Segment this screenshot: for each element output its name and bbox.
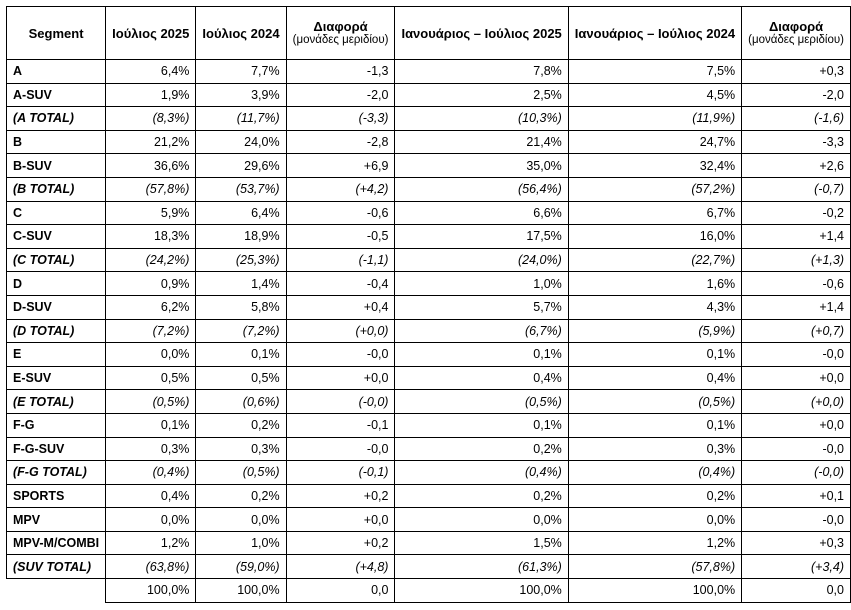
value-cell: 100,0% [568, 579, 741, 603]
value-cell: 0,2% [395, 484, 568, 508]
value-cell: 6,4% [106, 60, 196, 84]
value-cell: 0,0% [106, 508, 196, 532]
value-cell: -2,0 [742, 83, 851, 107]
value-cell: -0,0 [742, 343, 851, 367]
value-cell: 6,7% [568, 201, 741, 225]
value-cell: (24,2%) [106, 248, 196, 272]
value-cell: 1,4% [196, 272, 286, 296]
value-cell: 0,1% [568, 343, 741, 367]
value-cell: (10,3%) [395, 107, 568, 131]
header-jan-jul-2025: Ιανουάριος – Ιούλιος 2025 [395, 7, 568, 60]
value-cell: (63,8%) [106, 555, 196, 579]
value-cell: 1,2% [106, 531, 196, 555]
segment-cell: E [7, 343, 106, 367]
segment-cell: (E TOTAL) [7, 390, 106, 414]
segment-cell: (F-G TOTAL) [7, 461, 106, 485]
value-cell: (-1,1) [286, 248, 395, 272]
segment-cell: A-SUV [7, 83, 106, 107]
value-cell: 5,7% [395, 295, 568, 319]
value-cell: -2,0 [286, 83, 395, 107]
segment-cell: MPV-M/COMBI [7, 531, 106, 555]
header-july-2024: Ιούλιος 2024 [196, 7, 286, 60]
header-difference-month: Διαφορά (μονάδες μεριδίου) [286, 7, 395, 60]
segment-cell: E-SUV [7, 366, 106, 390]
table-row [7, 60, 851, 84]
value-cell: +0,2 [286, 484, 395, 508]
value-cell: (+0,0) [286, 319, 395, 343]
value-cell: 0,0% [568, 508, 741, 532]
value-cell: (57,8%) [106, 177, 196, 201]
table-row [7, 508, 851, 532]
value-cell: (+1,3) [742, 248, 851, 272]
value-cell: (0,6%) [196, 390, 286, 414]
value-cell: 4,3% [568, 295, 741, 319]
table-row [7, 437, 851, 461]
segment-cell: F-G [7, 413, 106, 437]
value-cell: (+0,7) [742, 319, 851, 343]
value-cell: 0,1% [568, 413, 741, 437]
value-cell: 32,4% [568, 154, 741, 178]
total-row [7, 177, 851, 201]
segment-cell: D [7, 272, 106, 296]
value-cell: 0,5% [106, 366, 196, 390]
table-row [7, 225, 851, 249]
value-cell: 6,6% [395, 201, 568, 225]
value-cell: -0,1 [286, 413, 395, 437]
value-cell: (+0,0) [742, 390, 851, 414]
value-cell: (22,7%) [568, 248, 741, 272]
value-cell: (57,8%) [568, 555, 741, 579]
value-cell: 0,2% [196, 484, 286, 508]
value-cell: +0,3 [742, 531, 851, 555]
value-cell: 24,7% [568, 130, 741, 154]
table-row [7, 531, 851, 555]
value-cell: (8,3%) [106, 107, 196, 131]
segment-cell: D-SUV [7, 295, 106, 319]
value-cell: 5,8% [196, 295, 286, 319]
value-cell: 7,5% [568, 60, 741, 84]
value-cell: +1,4 [742, 295, 851, 319]
value-cell: -1,3 [286, 60, 395, 84]
value-cell: -0,0 [742, 437, 851, 461]
header-segment: Segment [7, 7, 106, 60]
table-row [7, 83, 851, 107]
value-cell: +0,2 [286, 531, 395, 555]
value-cell: (7,2%) [106, 319, 196, 343]
segment-cell: (C TOTAL) [7, 248, 106, 272]
segment-cell: (A TOTAL) [7, 107, 106, 131]
value-cell: (+4,8) [286, 555, 395, 579]
value-cell: (56,4%) [395, 177, 568, 201]
value-cell: -0,6 [286, 201, 395, 225]
value-cell: 100,0% [196, 579, 286, 603]
value-cell: 0,0% [106, 343, 196, 367]
value-cell: 0,4% [568, 366, 741, 390]
value-cell: -3,3 [742, 130, 851, 154]
header-jan-jul-2024: Ιανουάριος – Ιούλιος 2024 [568, 7, 741, 60]
value-cell: (-3,3) [286, 107, 395, 131]
value-cell: 0,0% [196, 508, 286, 532]
value-cell: (11,9%) [568, 107, 741, 131]
table-row [7, 295, 851, 319]
table-row [7, 413, 851, 437]
grand-total-row [7, 579, 851, 603]
value-cell: -0,4 [286, 272, 395, 296]
value-cell: (11,7%) [196, 107, 286, 131]
value-cell: +0,0 [742, 413, 851, 437]
value-cell: 0,4% [395, 366, 568, 390]
value-cell: 0,1% [395, 343, 568, 367]
value-cell: 100,0% [395, 579, 568, 603]
value-cell: 100,0% [106, 579, 196, 603]
table-row [7, 154, 851, 178]
value-cell: (0,4%) [395, 461, 568, 485]
value-cell: -0,6 [742, 272, 851, 296]
value-cell: 18,9% [196, 225, 286, 249]
segment-cell: B-SUV [7, 154, 106, 178]
value-cell: (0,5%) [395, 390, 568, 414]
value-cell: (-0,7) [742, 177, 851, 201]
value-cell: (+3,4) [742, 555, 851, 579]
segment-cell: (B TOTAL) [7, 177, 106, 201]
segment-cell: (SUV TOTAL) [7, 555, 106, 579]
segment-cell: B [7, 130, 106, 154]
value-cell: 21,2% [106, 130, 196, 154]
value-cell: (5,9%) [568, 319, 741, 343]
value-cell: +0,0 [286, 366, 395, 390]
value-cell: 0,3% [196, 437, 286, 461]
value-cell: +6,9 [286, 154, 395, 178]
value-cell: +2,6 [742, 154, 851, 178]
value-cell: -0,0 [286, 437, 395, 461]
value-cell: 0,0 [286, 579, 395, 603]
market-share-table [6, 6, 851, 603]
value-cell: 0,2% [395, 437, 568, 461]
value-cell: 0,9% [106, 272, 196, 296]
value-cell: (25,3%) [196, 248, 286, 272]
segment-cell: (D TOTAL) [7, 319, 106, 343]
value-cell: -2,8 [286, 130, 395, 154]
total-row [7, 461, 851, 485]
value-cell: 7,8% [395, 60, 568, 84]
value-cell: (0,5%) [196, 461, 286, 485]
value-cell: (7,2%) [196, 319, 286, 343]
value-cell: 17,5% [395, 225, 568, 249]
value-cell: 0,0 [742, 579, 851, 603]
value-cell: (0,5%) [568, 390, 741, 414]
value-cell: 6,2% [106, 295, 196, 319]
table-row [7, 272, 851, 296]
value-cell: (+4,2) [286, 177, 395, 201]
value-cell: +0,0 [286, 508, 395, 532]
value-cell: (53,7%) [196, 177, 286, 201]
value-cell: 2,5% [395, 83, 568, 107]
value-cell: +0,4 [286, 295, 395, 319]
total-row [7, 555, 851, 579]
value-cell: 0,1% [196, 343, 286, 367]
value-cell: 1,0% [395, 272, 568, 296]
table-row [7, 201, 851, 225]
value-cell: -0,0 [742, 508, 851, 532]
segment-cell [7, 579, 106, 603]
total-row [7, 319, 851, 343]
table-row [7, 366, 851, 390]
value-cell: +0,0 [742, 366, 851, 390]
value-cell: 6,4% [196, 201, 286, 225]
value-cell: 0,3% [106, 437, 196, 461]
segment-cell: C-SUV [7, 225, 106, 249]
total-row [7, 107, 851, 131]
value-cell: (0,4%) [568, 461, 741, 485]
value-cell: 0,5% [196, 366, 286, 390]
value-cell: (24,0%) [395, 248, 568, 272]
table-row [7, 484, 851, 508]
segment-cell: MPV [7, 508, 106, 532]
value-cell: (0,4%) [106, 461, 196, 485]
value-cell: 16,0% [568, 225, 741, 249]
segment-cell: A [7, 60, 106, 84]
value-cell: +0,1 [742, 484, 851, 508]
value-cell: (-0,0) [742, 461, 851, 485]
value-cell: 36,6% [106, 154, 196, 178]
value-cell: (-1,6) [742, 107, 851, 131]
value-cell: 1,5% [395, 531, 568, 555]
value-cell: 21,4% [395, 130, 568, 154]
value-cell: +0,3 [742, 60, 851, 84]
value-cell: -0,2 [742, 201, 851, 225]
header-july-2025: Ιούλιος 2025 [106, 7, 196, 60]
value-cell: 35,0% [395, 154, 568, 178]
value-cell: 1,9% [106, 83, 196, 107]
value-cell: 7,7% [196, 60, 286, 84]
value-cell: (-0,1) [286, 461, 395, 485]
value-cell: 0,3% [568, 437, 741, 461]
value-cell: 18,3% [106, 225, 196, 249]
value-cell: 4,5% [568, 83, 741, 107]
value-cell: (59,0%) [196, 555, 286, 579]
value-cell: 1,0% [196, 531, 286, 555]
value-cell: 0,2% [196, 413, 286, 437]
total-row [7, 390, 851, 414]
value-cell: 29,6% [196, 154, 286, 178]
total-row [7, 248, 851, 272]
header-row [7, 7, 851, 60]
segment-cell: SPORTS [7, 484, 106, 508]
value-cell: (57,2%) [568, 177, 741, 201]
value-cell: -0,5 [286, 225, 395, 249]
value-cell: -0,0 [286, 343, 395, 367]
value-cell: 0,1% [395, 413, 568, 437]
value-cell: (-0,0) [286, 390, 395, 414]
value-cell: 0,1% [106, 413, 196, 437]
value-cell: (0,5%) [106, 390, 196, 414]
value-cell: 3,9% [196, 83, 286, 107]
segment-cell: F-G-SUV [7, 437, 106, 461]
segment-cell: C [7, 201, 106, 225]
header-difference-ytd: Διαφορά (μονάδες μεριδίου) [742, 7, 851, 60]
value-cell: (61,3%) [395, 555, 568, 579]
value-cell: 0,0% [395, 508, 568, 532]
value-cell: +1,4 [742, 225, 851, 249]
table-row [7, 343, 851, 367]
value-cell: 24,0% [196, 130, 286, 154]
value-cell: 0,4% [106, 484, 196, 508]
table-row [7, 130, 851, 154]
value-cell: (6,7%) [395, 319, 568, 343]
value-cell: 0,2% [568, 484, 741, 508]
value-cell: 1,2% [568, 531, 741, 555]
value-cell: 1,6% [568, 272, 741, 296]
value-cell: 5,9% [106, 201, 196, 225]
